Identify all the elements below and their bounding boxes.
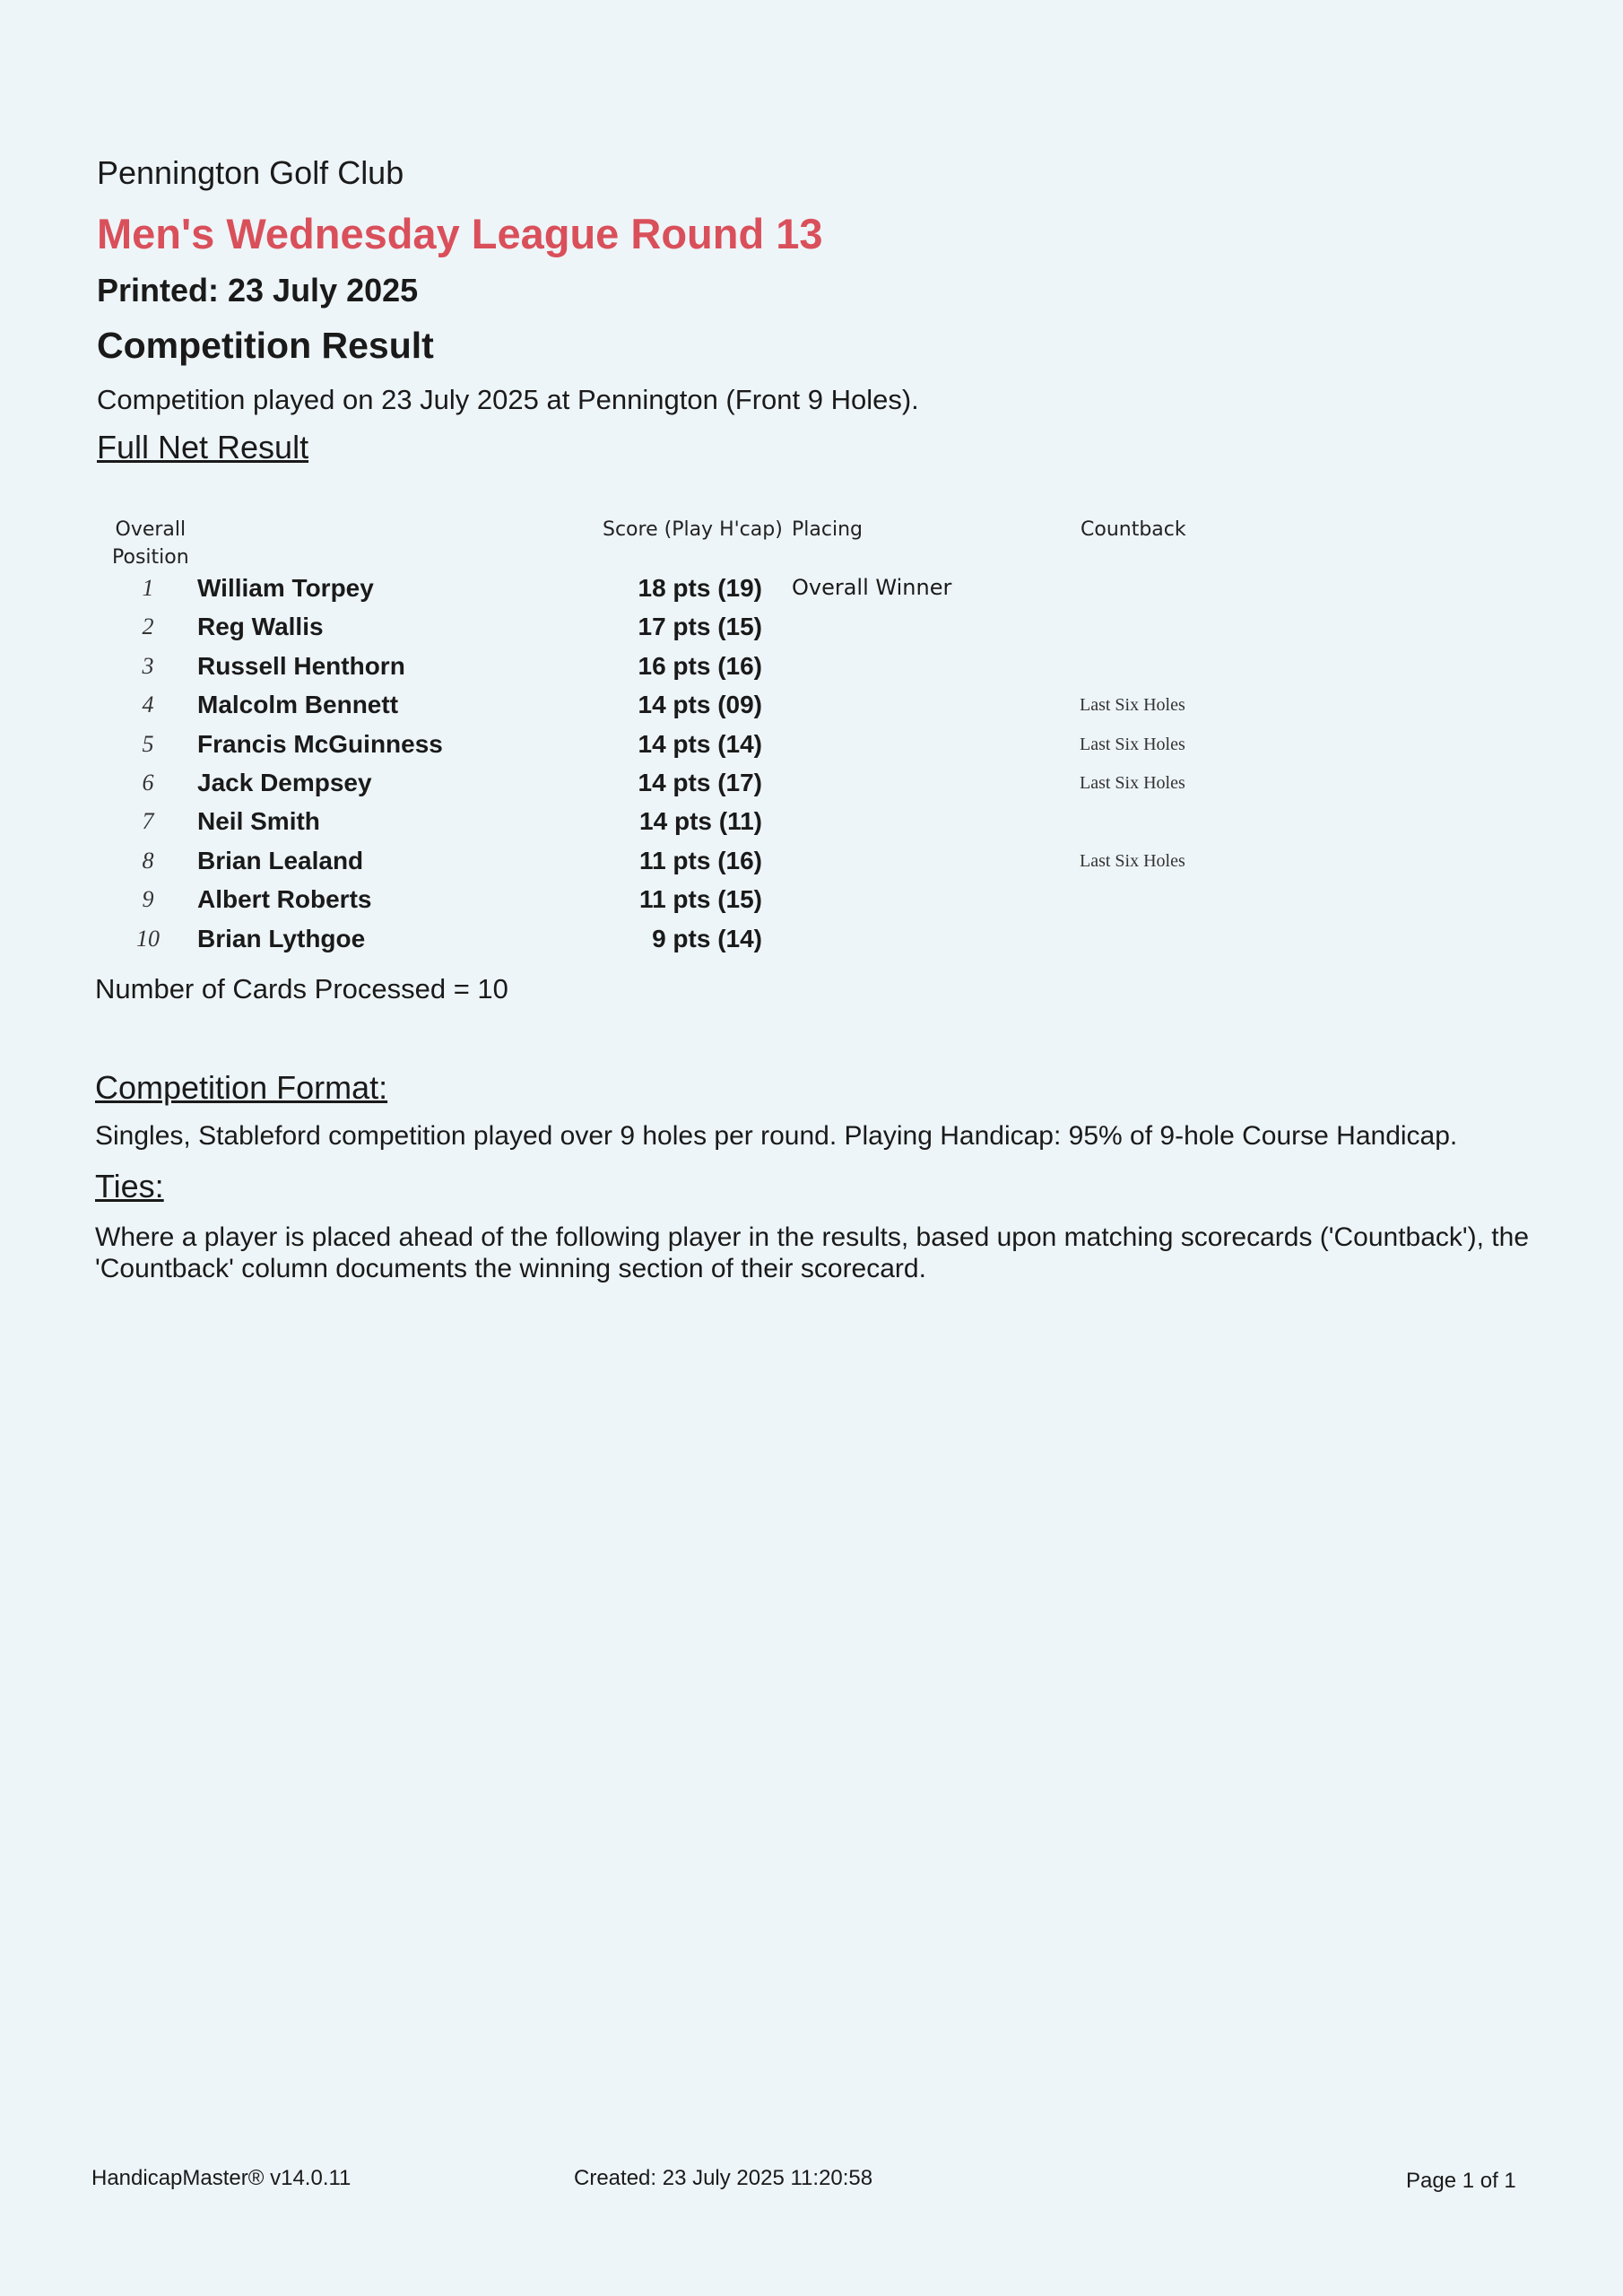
format-text: Singles, Stableford competition played over 9 holes per round. Playing Handicap: 95% of 9-hole Course Handicap.: [95, 1121, 1458, 1151]
row-position: 8: [142, 847, 154, 874]
row-player-name: Russell Henthorn: [197, 651, 405, 680]
column-header-placing: Placing: [792, 518, 863, 541]
ties-text: Where a player is placed ahead of the following player in the results, based upon matching scorecards ('Countback'), the 'Countback' column documents the winning section of their scorecard.: [95, 1222, 1530, 1283]
row-player-name: Jack Dempsey: [197, 768, 372, 796]
column-header-position-line1: Overall: [115, 518, 187, 541]
row-score: 14 pts (14): [638, 729, 762, 758]
row-countback: Last Six Holes: [1080, 695, 1185, 716]
printed-date: Printed: 23 July 2025: [97, 272, 419, 309]
row-score: 11 pts (16): [639, 846, 762, 874]
table-row: [0, 766, 1623, 804]
row-position: 9: [142, 886, 154, 913]
result-heading: Competition Result: [97, 325, 434, 366]
row-score: 14 pts (11): [639, 807, 762, 836]
software-version: HandicapMaster® v14.0.11: [91, 2166, 352, 2190]
section-title: Full Net Result: [97, 429, 309, 465]
table-row: [0, 883, 1623, 921]
created-timestamp: Created: 23 July 2025 11:20:58: [574, 2166, 873, 2190]
page-number: Page 1 of 1: [1406, 2169, 1516, 2193]
table-row: [0, 804, 1623, 843]
column-header-position-line2: Position: [112, 546, 189, 569]
row-player-name: Malcolm Bennett: [197, 691, 399, 719]
row-countback: Last Six Holes: [1080, 850, 1185, 871]
row-position: 4: [142, 691, 154, 718]
row-player-name: Albert Roberts: [197, 885, 372, 914]
row-position: 5: [142, 730, 154, 757]
table-row: [0, 610, 1623, 648]
row-countback: Last Six Holes: [1080, 734, 1185, 754]
row-score: 17 pts (15): [638, 613, 762, 641]
ties-heading: Ties:: [95, 1168, 164, 1205]
table-row: [0, 649, 1623, 688]
column-header-position: [112, 516, 189, 571]
row-position: 10: [136, 925, 160, 952]
played-info: Competition played on 23 July 2025 at Pennington (Front 9 Holes).: [97, 384, 919, 415]
results-table: [0, 571, 1623, 961]
row-player-name: Brian Lythgoe: [197, 924, 366, 952]
row-position: 6: [142, 769, 154, 796]
row-player-name: Brian Lealand: [197, 846, 364, 874]
row-position: 2: [142, 613, 154, 640]
row-player-name: Francis McGuinness: [197, 729, 443, 758]
column-header-countback: Countback: [1081, 518, 1186, 541]
format-heading: Competition Format:: [95, 1069, 388, 1106]
row-player-name: Reg Wallis: [197, 613, 324, 641]
row-player-name: Neil Smith: [197, 807, 320, 836]
cards-processed: Number of Cards Processed = 10: [95, 973, 508, 1004]
table-row: [0, 727, 1623, 766]
row-score: 16 pts (16): [638, 651, 762, 680]
row-score: 14 pts (17): [638, 768, 762, 796]
row-position: 1: [142, 575, 154, 601]
table-row: [0, 844, 1623, 883]
club-name: Pennington Golf Club: [97, 154, 404, 191]
row-countback: Last Six Holes: [1080, 772, 1185, 793]
row-score: 14 pts (09): [638, 691, 762, 719]
table-row: [0, 922, 1623, 961]
row-player-name: William Torpey: [197, 574, 374, 602]
column-header-score: Score (Play H'cap): [603, 518, 783, 541]
row-score: 11 pts (15): [639, 885, 762, 914]
table-row: [0, 688, 1623, 726]
table-row: [0, 571, 1623, 610]
row-score: 9 pts (14): [652, 924, 762, 952]
row-score: 18 pts (19): [638, 574, 762, 602]
row-position: 7: [142, 808, 154, 835]
row-position: 3: [142, 652, 154, 679]
row-placing: Overall Winner: [792, 575, 952, 600]
competition-title: Men's Wednesday League Round 13: [97, 210, 823, 257]
